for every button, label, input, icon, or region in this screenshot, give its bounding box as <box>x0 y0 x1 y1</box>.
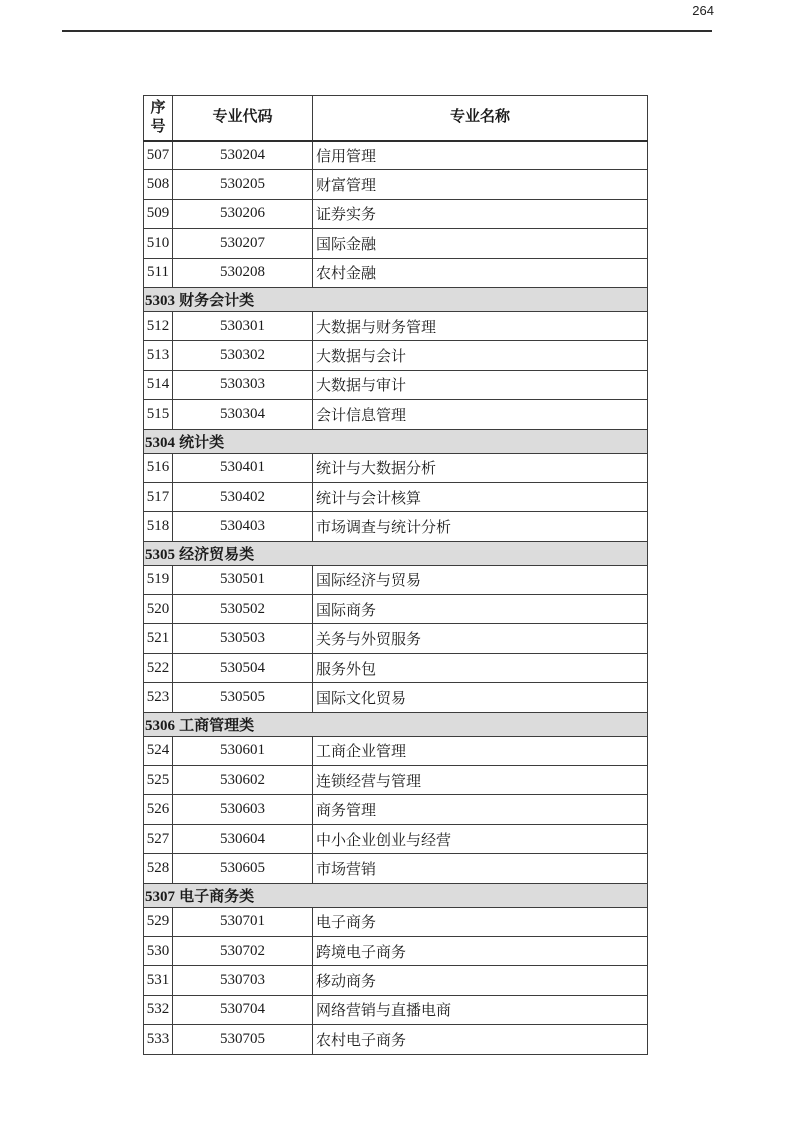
code-cell: 530602 <box>173 766 313 795</box>
serial-cell: 509 <box>144 199 173 228</box>
table-row <box>144 341 648 370</box>
serial-cell: 510 <box>144 229 173 258</box>
code-cell: 530206 <box>173 199 313 228</box>
name-cell: 市场调查与统计分析 <box>313 512 648 541</box>
table-row <box>144 258 648 287</box>
section-row <box>144 287 648 311</box>
name-cell: 统计与会计核算 <box>313 482 648 511</box>
table-row <box>144 170 648 199</box>
name-cell: 农村金融 <box>313 258 648 287</box>
code-cell: 530403 <box>173 512 313 541</box>
table-row <box>144 229 648 258</box>
table-row <box>144 565 648 594</box>
section-title: 电子商务类 <box>179 887 255 905</box>
table-row <box>144 595 648 624</box>
serial-cell: 508 <box>144 170 173 199</box>
table-row <box>144 966 648 995</box>
name-cell: 市场营销 <box>313 854 648 883</box>
name-cell: 跨境电子商务 <box>313 936 648 965</box>
code-cell: 530601 <box>173 736 313 765</box>
section-title: 财务会计类 <box>179 291 255 309</box>
table-row <box>144 199 648 228</box>
name-cell: 国际金融 <box>313 229 648 258</box>
name-cell: 大数据与财务管理 <box>313 311 648 340</box>
serial-cell: 528 <box>144 854 173 883</box>
section-row <box>144 541 648 565</box>
code-cell: 530704 <box>173 995 313 1024</box>
table-body <box>144 141 648 1055</box>
code-cell: 530605 <box>173 854 313 883</box>
serial-cell: 512 <box>144 311 173 340</box>
name-cell: 大数据与审计 <box>313 370 648 399</box>
name-cell: 国际文化贸易 <box>313 683 648 712</box>
section-label <box>144 287 648 311</box>
section-label <box>144 883 648 907</box>
table-row <box>144 824 648 853</box>
table-row <box>144 370 648 399</box>
section-row <box>144 429 648 453</box>
header-serial <box>144 96 173 141</box>
code-cell: 530603 <box>173 795 313 824</box>
code-cell: 530604 <box>173 824 313 853</box>
name-cell: 证券实务 <box>313 199 648 228</box>
serial-cell: 526 <box>144 795 173 824</box>
section-label <box>144 541 648 565</box>
code-cell: 530208 <box>173 258 313 287</box>
name-cell: 统计与大数据分析 <box>313 453 648 482</box>
code-cell: 530703 <box>173 966 313 995</box>
serial-cell: 533 <box>144 1025 173 1054</box>
table-row <box>144 311 648 340</box>
serial-cell: 514 <box>144 370 173 399</box>
serial-cell: 522 <box>144 653 173 682</box>
table-row <box>144 795 648 824</box>
section-code: 5305 <box>145 546 175 563</box>
code-cell: 530501 <box>173 565 313 594</box>
header-rule <box>62 30 712 32</box>
section-label <box>144 429 648 453</box>
code-cell: 530502 <box>173 595 313 624</box>
serial-cell: 527 <box>144 824 173 853</box>
code-cell: 530402 <box>173 482 313 511</box>
name-cell: 中小企业创业与经营 <box>313 824 648 853</box>
name-cell: 农村电子商务 <box>313 1025 648 1054</box>
table-row <box>144 683 648 712</box>
section-title: 统计类 <box>179 433 225 451</box>
table-row <box>144 141 648 170</box>
code-cell: 530304 <box>173 400 313 429</box>
section-title: 工商管理类 <box>179 716 255 734</box>
serial-cell: 523 <box>144 683 173 712</box>
code-cell: 530503 <box>173 624 313 653</box>
name-cell: 网络营销与直播电商 <box>313 995 648 1024</box>
header-serial-line2: 号 <box>150 117 166 135</box>
code-cell: 530401 <box>173 453 313 482</box>
table-row <box>144 936 648 965</box>
section-code: 5307 <box>145 888 175 905</box>
table-row <box>144 854 648 883</box>
serial-cell: 521 <box>144 624 173 653</box>
name-cell: 财富管理 <box>313 170 648 199</box>
page-number: 264 <box>692 3 714 18</box>
serial-cell: 530 <box>144 936 173 965</box>
code-cell: 530504 <box>173 653 313 682</box>
table-row <box>144 653 648 682</box>
name-cell: 会计信息管理 <box>313 400 648 429</box>
serial-cell: 507 <box>144 141 173 170</box>
header-serial-line1: 序 <box>150 99 166 116</box>
header-name: 专业名称 <box>313 96 648 141</box>
code-cell: 530505 <box>173 683 313 712</box>
serial-cell: 513 <box>144 341 173 370</box>
name-cell: 服务外包 <box>313 653 648 682</box>
section-row <box>144 712 648 736</box>
section-title: 经济贸易类 <box>179 545 255 563</box>
name-cell: 移动商务 <box>313 966 648 995</box>
serial-cell: 515 <box>144 400 173 429</box>
table-row <box>144 907 648 936</box>
table-row <box>144 1025 648 1054</box>
serial-cell: 520 <box>144 595 173 624</box>
serial-cell: 531 <box>144 966 173 995</box>
serial-cell: 525 <box>144 766 173 795</box>
table-header-row <box>144 96 648 141</box>
serial-cell: 518 <box>144 512 173 541</box>
code-cell: 530205 <box>173 170 313 199</box>
section-code: 5303 <box>145 292 175 309</box>
serial-cell: 524 <box>144 736 173 765</box>
code-cell: 530303 <box>173 370 313 399</box>
code-cell: 530204 <box>173 141 313 170</box>
serial-cell: 516 <box>144 453 173 482</box>
section-code: 5306 <box>145 717 175 734</box>
name-cell: 国际经济与贸易 <box>313 565 648 594</box>
name-cell: 工商企业管理 <box>313 736 648 765</box>
section-row <box>144 883 648 907</box>
majors-table <box>143 95 648 1055</box>
code-cell: 530705 <box>173 1025 313 1054</box>
table-row <box>144 482 648 511</box>
serial-cell: 519 <box>144 565 173 594</box>
name-cell: 电子商务 <box>313 907 648 936</box>
code-cell: 530207 <box>173 229 313 258</box>
serial-cell: 511 <box>144 258 173 287</box>
table-row <box>144 512 648 541</box>
section-code: 5304 <box>145 434 175 451</box>
name-cell: 商务管理 <box>313 795 648 824</box>
table-row <box>144 624 648 653</box>
serial-cell: 532 <box>144 995 173 1024</box>
section-label <box>144 712 648 736</box>
name-cell: 国际商务 <box>313 595 648 624</box>
header-code: 专业代码 <box>173 96 313 141</box>
name-cell: 关务与外贸服务 <box>313 624 648 653</box>
table-row <box>144 995 648 1024</box>
table-row <box>144 736 648 765</box>
table-row <box>144 400 648 429</box>
name-cell: 连锁经营与管理 <box>313 766 648 795</box>
code-cell: 530702 <box>173 936 313 965</box>
code-cell: 530701 <box>173 907 313 936</box>
table-row <box>144 766 648 795</box>
name-cell: 信用管理 <box>313 141 648 170</box>
serial-cell: 517 <box>144 482 173 511</box>
code-cell: 530301 <box>173 311 313 340</box>
code-cell: 530302 <box>173 341 313 370</box>
table-row <box>144 453 648 482</box>
serial-cell: 529 <box>144 907 173 936</box>
name-cell: 大数据与会计 <box>313 341 648 370</box>
